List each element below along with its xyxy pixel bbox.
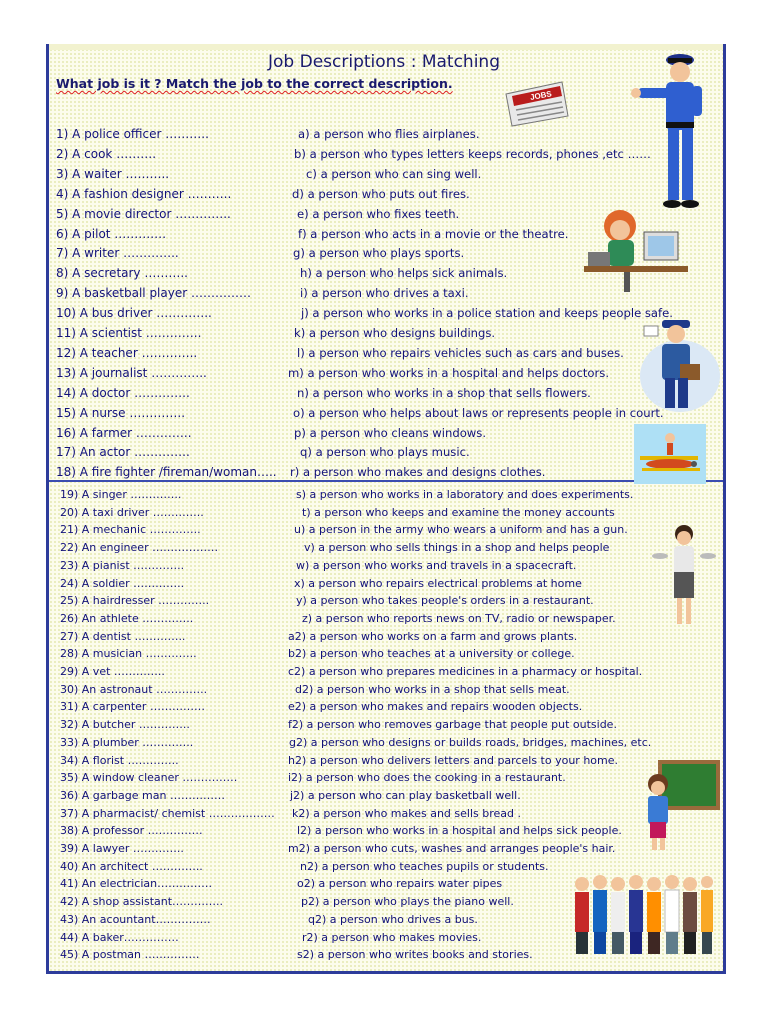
page-title: Job Descriptions : Matching [268,52,500,72]
job-item: 1) A police officer ……….. [56,127,209,141]
pilot-airplane-icon [634,424,706,484]
job-item: 14) A doctor ………….. [56,385,190,400]
description-item: d2) a person who works in a shop that sells meat. [295,682,570,696]
job-item: 3) A waiter ……….. [56,166,170,181]
description-item: x) a person who repairs electrical problems at home [294,576,582,590]
description-item: v) a person who sells things in a shop and helps people [304,541,610,555]
description-item: f2) a person who removes garbage that people put outside. [288,718,617,732]
description-item: t) a person who keeps and examine the money accounts [302,505,615,519]
job-item: 15) A nurse ………….. [56,405,186,420]
description-item: h) a person who helps sick animals. [300,266,508,281]
teacher-blackboard-icon [640,758,720,852]
job-item: 21) A mechanic ………….. [60,523,201,537]
job-item: 12) A teacher ………….. [56,345,198,360]
job-item: 38) A professor …………… [60,824,203,838]
description-item: r) a person who makes and designs clothes. [290,465,546,480]
job-item: 28) A musician ………….. [60,647,197,661]
job-item: 13) A journalist ………….. [56,365,207,380]
job-item: 33) A plumber ………….. [60,735,194,749]
description-item: a2) a person who works on a farm and grows plants. [288,629,578,643]
description-item: b) a person who types letters keeps records, phones ,etc …… [294,146,651,161]
description-item: l2) a person who works in a hospital and helps sick people. [297,824,622,838]
job-item: 36) A garbage man …………… [60,788,225,802]
job-item: 17) An actor ………….. [56,445,190,460]
description-item: p2) a person who plays the piano well. [301,895,514,909]
description-item: n2) a person who teaches pupils or students. [300,859,549,873]
job-item: 39) A lawyer ………….. [60,842,184,855]
description-item: k2) a person who makes and sells bread . [292,806,521,820]
description-item: i2) a person who does the cooking in a restaurant. [288,771,566,785]
job-item: 25) A hairdresser ………….. [60,594,210,608]
description-item: e2) a person who makes and repairs wooden objects. [288,700,583,714]
job-item: 26) An athlete ………….. [60,611,194,625]
job-item: 6) A pilot ……….… [56,226,167,241]
description-item: m) a person who works in a hospital and helps doctors. [288,365,610,380]
waitress-icon [652,522,716,626]
job-item: 31) A carpenter …………… [60,700,205,714]
description-item: e) a person who fixes teeth. [297,206,460,221]
description-item: b2) a person who teaches at a university or college. [288,647,575,661]
job-item: 23) A pianist ………….. [60,558,185,572]
job-item: 19) A singer ………….. [60,488,182,501]
description-item: p) a person who cleans windows. [294,425,487,440]
description-item: q2) a person who drives a bus. [308,912,478,926]
job-item: 20) A taxi driver ………….. [60,505,204,519]
description-item: q) a person who plays music. [300,445,470,460]
job-item: 34) A florist ………….. [60,753,179,767]
job-item: 22) An engineer ……………… [60,541,219,555]
job-item: 45) A postman …………… [60,948,200,962]
job-item: 5) A movie director ………….. [56,206,231,221]
description-item: s) a person who works in a laboratory and does experiments. [296,488,634,501]
job-item: 40) An architect ………….. [60,859,203,873]
description-item: r2) a person who makes movies. [302,930,482,944]
job-item: 42) A shop assistant………….. [60,895,224,909]
description-item: w) a person who works and travels in a spacecraft. [296,558,577,572]
description-item: z) a person who reports news on TV, radio or newspaper. [302,611,616,625]
description-item: m2) a person who cuts, washes and arranges people's hair. [288,842,616,855]
job-item: 35) A window cleaner …………… [60,771,238,785]
job-item: 32) A butcher ………….. [60,718,190,732]
description-item: c) a person who can sing well. [306,166,482,181]
job-item: 7) A writer ………….. [56,246,179,261]
job-item: 43) An acountant…………… [60,912,211,926]
job-item: 27) A dentist ………….. [60,629,186,643]
secretary-icon [584,196,688,292]
description-item: g) a person who plays sports. [293,246,465,261]
police-officer-icon [628,50,718,216]
job-item: 16) A farmer ………….. [56,425,192,440]
description-item: k) a person who designs buildings. [294,326,496,340]
description-item: j) a person who works in a police station and keeps people safe. [301,306,673,321]
description-item: u) a person in the army who wears a uniform and has a gun. [294,523,628,537]
job-item: 24) A soldier ………….. [60,576,185,590]
description-item: o2) a person who repairs water pipes [297,877,503,891]
description-item: d) a person who puts out fires. [292,186,470,201]
instruction: What job is it ? Match the job to the correct description. [56,76,453,91]
job-item: 29) A vet ………….. [60,665,165,678]
description-item: f) a person who acts in a movie or the theatre. [298,226,569,241]
description-item: c2) a person who prepares medicines in a pharmacy or hospital. [288,665,643,678]
job-item: 18) A fire fighter /fireman/woman….. [56,465,277,480]
job-item: 10) A bus driver ………….. [56,306,212,321]
description-item: j2) a person who can play basketball well. [290,788,521,802]
workers-group-icon [570,870,716,958]
job-item: 37) A pharmacist/ chemist ……………… [60,806,275,820]
job-item: 11) A scientist ………….. [56,326,202,340]
job-item: 44) A baker…………… [60,930,179,944]
newspaper-jobs-icon [502,80,572,128]
description-item: h2) a person who delivers letters and parcels to your home. [288,753,618,767]
job-item: 30) An astronaut ………….. [60,682,208,696]
description-item: i) a person who drives a taxi. [300,286,469,301]
job-item: 2) A cook ………. [56,146,157,161]
description-item: o) a person who helps about laws or represents people in court. [293,405,664,420]
jobs-sign: JOBS [529,89,553,102]
postman-icon [640,316,720,412]
description-item: s2) a person who writes books and stories. [297,948,533,962]
description-item: y) a person who takes people's orders in a restaurant. [296,594,594,608]
description-item: l) a person who repairs vehicles such as cars and buses. [297,345,624,360]
job-item: 4) A fashion designer ……….. [56,186,232,201]
description-item: n) a person who works in a shop that sells flowers. [297,385,591,400]
description-item: g2) a person who designs or builds roads, bridges, machines, etc. [289,735,652,749]
job-item: 41) An electrician…………… [60,877,213,891]
job-item: 8) A secretary ……….. [56,266,188,281]
description-item: a) a person who flies airplanes. [298,127,480,141]
job-item: 9) A basketball player …………… [56,286,251,301]
